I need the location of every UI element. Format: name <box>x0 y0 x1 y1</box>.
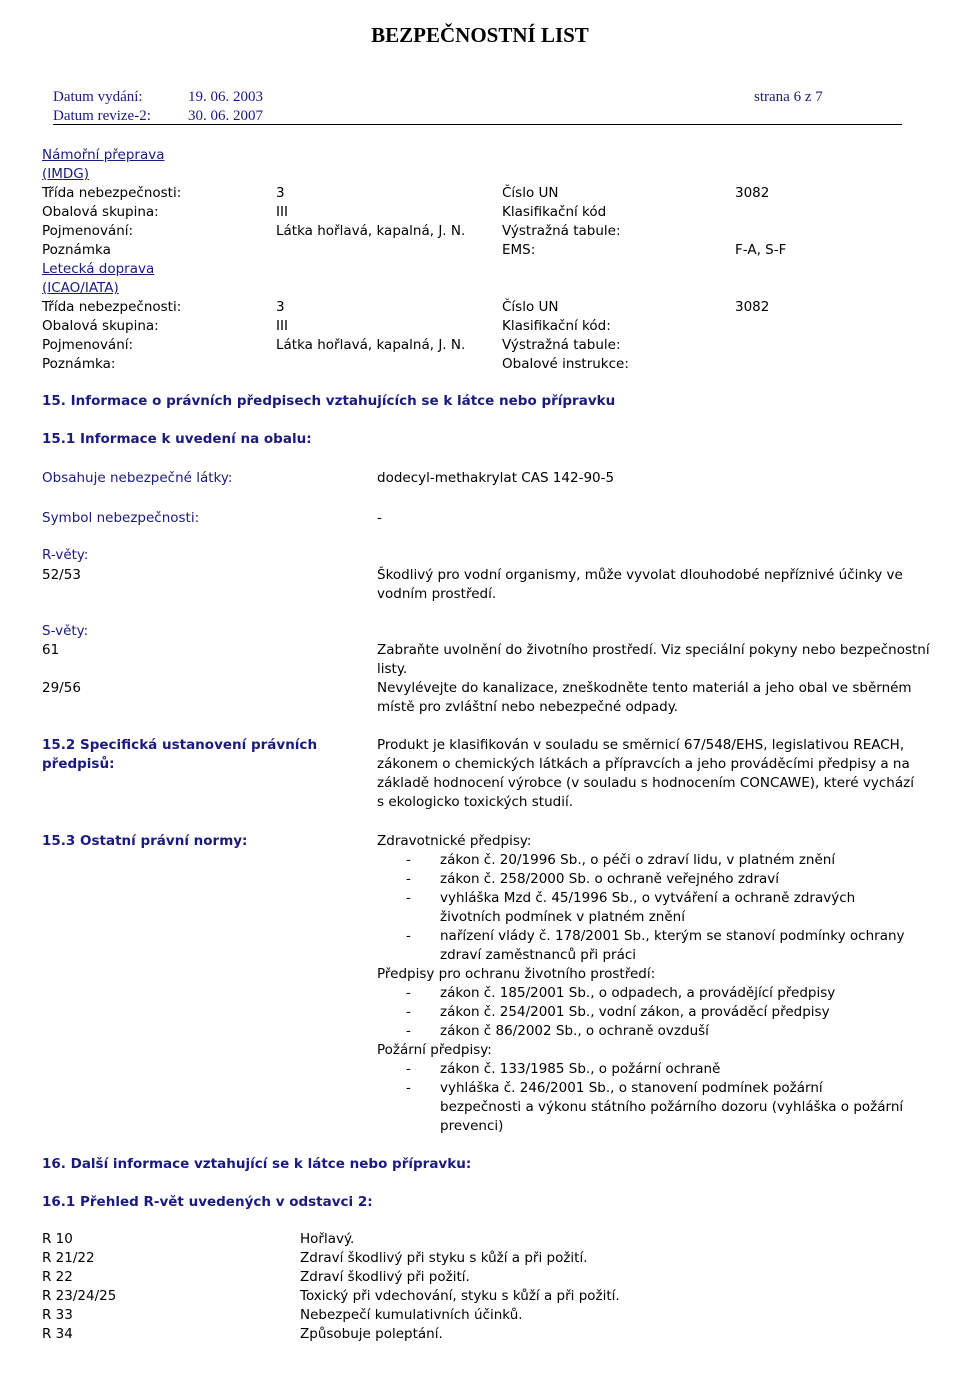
list-item: zákon č. 133/1985 Sb., o požární ochraně <box>440 1061 721 1077</box>
row-label: Obalová skupina: <box>42 318 159 334</box>
s-phrase-code: 29/56 <box>42 680 81 696</box>
section-15-2-text: Produkt je klasifikován v souladu se směrnicí 67/548/EHS, legislativou REACH, <box>377 737 905 753</box>
r-phrase-text: Zdraví škodlivý při požití. <box>300 1269 470 1285</box>
row-value-2: 3082 <box>735 185 770 201</box>
section-15-2-text: základě hodnocení výrobce (v souladu s hodnocením CONCAWE), které vychází <box>377 775 914 791</box>
list-item-cont: prevenci) <box>440 1118 504 1134</box>
list-item-cont: životních podmínek v platném znění <box>440 909 685 925</box>
list-dash: - <box>406 852 411 868</box>
list-dash: - <box>406 1023 411 1039</box>
list-item: vyhláška č. 246/2001 Sb., o stanovení podmínek požární <box>440 1080 823 1096</box>
issue-date-value: 19. 06. 2003 <box>188 89 263 105</box>
row-value: 3 <box>276 299 285 315</box>
row-label: Obalová skupina: <box>42 204 159 220</box>
list-item: zákon č. 258/2000 Sb. o ochraně veřejného zdraví <box>440 871 780 887</box>
issue-date-label: Datum vydání: <box>53 89 143 105</box>
document-title: BEZPEČNOSTNÍ LIST <box>371 23 589 47</box>
section-16-heading: 16. Další informace vztahující se k látce nebo přípravku: <box>42 1156 472 1172</box>
section-15-2-text: s ekologicko toxických studií. <box>377 794 574 810</box>
r-phrase-code: R 21/22 <box>42 1250 95 1266</box>
page-number: strana 6 z 7 <box>754 89 823 105</box>
s-phrases-label: S-věty: <box>42 623 89 639</box>
r-phrase-code: R 33 <box>42 1307 73 1323</box>
s-phrase-code: 61 <box>42 642 60 658</box>
r-phrase-text: Zdraví škodlivý při styku s kůží a při požití. <box>300 1250 588 1266</box>
r-phrase-text: Nebezpečí kumulativních účinků. <box>300 1307 523 1323</box>
row-label-2: Klasifikační kód <box>502 204 607 220</box>
env-regulations-heading: Předpisy pro ochranu životního prostředí: <box>377 966 656 982</box>
revision-date-value: 30. 06. 2007 <box>188 108 263 124</box>
row-label: Třída nebezpečnosti: <box>42 299 182 315</box>
row-label: Poznámka <box>42 242 111 258</box>
row-label: Třída nebezpečnosti: <box>42 185 182 201</box>
r-phrase-code: R 34 <box>42 1326 73 1342</box>
s-phrase-text: Zabraňte uvolnění do životního prostředí. Viz speciální pokyny nebo bezpečnostní <box>377 642 930 658</box>
row-label-2: Obalové instrukce: <box>502 356 629 372</box>
section-16-1-heading: 16.1 Přehled R-vět uvedených v odstavci 2: <box>42 1194 373 1210</box>
r-phrase-text: Škodlivý pro vodní organismy, může vyvolat dlouhodobé nepříznivé účinky ve <box>377 567 903 583</box>
r-phrase-text: Hořlavý. <box>300 1231 355 1247</box>
r-phrases-label: R-věty: <box>42 547 89 563</box>
section-15-2-heading-cont: předpisů: <box>42 756 115 772</box>
row-value: III <box>276 318 288 334</box>
list-dash: - <box>406 890 411 906</box>
fire-regulations-heading: Požární předpisy: <box>377 1042 492 1058</box>
r-phrase-code: R 22 <box>42 1269 73 1285</box>
air-transport-heading: Letecká doprava <box>42 261 155 277</box>
list-item-cont: bezpečnosti a výkonu státního požárního dozoru (vyhláška o požární <box>440 1099 904 1115</box>
list-dash: - <box>406 1061 411 1077</box>
row-label: Poznámka: <box>42 356 116 372</box>
r-phrase-text: Toxický při vdechování, styku s kůží a při požití. <box>300 1288 620 1304</box>
row-label-2: Číslo UN <box>502 299 559 315</box>
contains-value: dodecyl-methakrylat CAS 142-90-5 <box>377 470 615 486</box>
air-transport-code: (ICAO/IATA) <box>42 280 119 296</box>
r-phrase-code: R 23/24/25 <box>42 1288 117 1304</box>
s-phrase-text: Nevylévejte do kanalizace, zneškodněte tento materiál a jeho obal ve sběrném <box>377 680 912 696</box>
row-label-2: EMS: <box>502 242 536 258</box>
row-value: Látka hořlavá, kapalná, J. N. <box>276 337 466 353</box>
section-15-2-text: zákonem o chemických látkách a přípravcích a jeho prováděcími předpisy a na <box>377 756 910 772</box>
health-regulations-heading: Zdravotnické předpisy: <box>377 833 532 849</box>
r-phrase-text-cont: vodním prostředí. <box>377 586 497 602</box>
r-phrase-code: R 10 <box>42 1231 73 1247</box>
list-dash: - <box>406 1080 411 1096</box>
sea-transport-heading: Námořní přeprava <box>42 147 165 163</box>
r-phrase-code: 52/53 <box>42 567 81 583</box>
row-value-2: 3082 <box>735 299 770 315</box>
list-item: zákon č. 254/2001 Sb., vodní zákon, a prováděcí předpisy <box>440 1004 830 1020</box>
list-item: zákon č. 20/1996 Sb., o péči o zdraví lidu, v platném znění <box>440 852 836 868</box>
section-15-3-heading: 15.3 Ostatní právní normy: <box>42 833 248 849</box>
list-item: zákon č. 185/2001 Sb., o odpadech, a provádějící předpisy <box>440 985 836 1001</box>
header-divider <box>53 124 902 125</box>
section-15-2-heading: 15.2 Specifická ustanovení právních <box>42 737 318 753</box>
list-dash: - <box>406 1004 411 1020</box>
revision-date-label: Datum revize-2: <box>53 108 151 124</box>
row-label-2: Číslo UN <box>502 185 559 201</box>
row-label: Pojmenování: <box>42 337 134 353</box>
list-item-cont: zdraví zaměstnanců při práci <box>440 947 637 963</box>
list-item: nařízení vlády č. 178/2001 Sb., kterým se stanoví podmínky ochrany <box>440 928 905 944</box>
row-label: Pojmenování: <box>42 223 134 239</box>
sea-transport-code: (IMDG) <box>42 166 90 182</box>
list-dash: - <box>406 928 411 944</box>
row-value: 3 <box>276 185 285 201</box>
row-label-2: Výstražná tabule: <box>502 223 621 239</box>
list-dash: - <box>406 871 411 887</box>
contains-label: Obsahuje nebezpečné látky: <box>42 470 233 486</box>
section-15-heading: 15. Informace o právních předpisech vztahujících se k látce nebo přípravku <box>42 393 616 409</box>
s-phrase-text-cont: listy. <box>377 661 408 677</box>
row-value: Látka hořlavá, kapalná, J. N. <box>276 223 466 239</box>
list-item: vyhláška Mzd č. 45/1996 Sb., o vytváření a ochraně zdravých <box>440 890 856 906</box>
s-phrase-text-cont: místě pro zvláštní nebo nebezpečné odpady. <box>377 699 679 715</box>
row-value-2: F-A, S-F <box>735 242 787 258</box>
section-15-1-heading: 15.1 Informace k uvedení na obalu: <box>42 431 312 447</box>
row-value: III <box>276 204 288 220</box>
symbol-value: - <box>377 510 382 526</box>
r-phrase-text: Způsobuje poleptání. <box>300 1326 443 1342</box>
list-item: zákon č 86/2002 Sb., o ochraně ovzduší <box>440 1023 709 1039</box>
row-label-2: Klasifikační kód: <box>502 318 611 334</box>
row-label-2: Výstražná tabule: <box>502 337 621 353</box>
symbol-label: Symbol nebezpečnosti: <box>42 510 200 526</box>
list-dash: - <box>406 985 411 1001</box>
